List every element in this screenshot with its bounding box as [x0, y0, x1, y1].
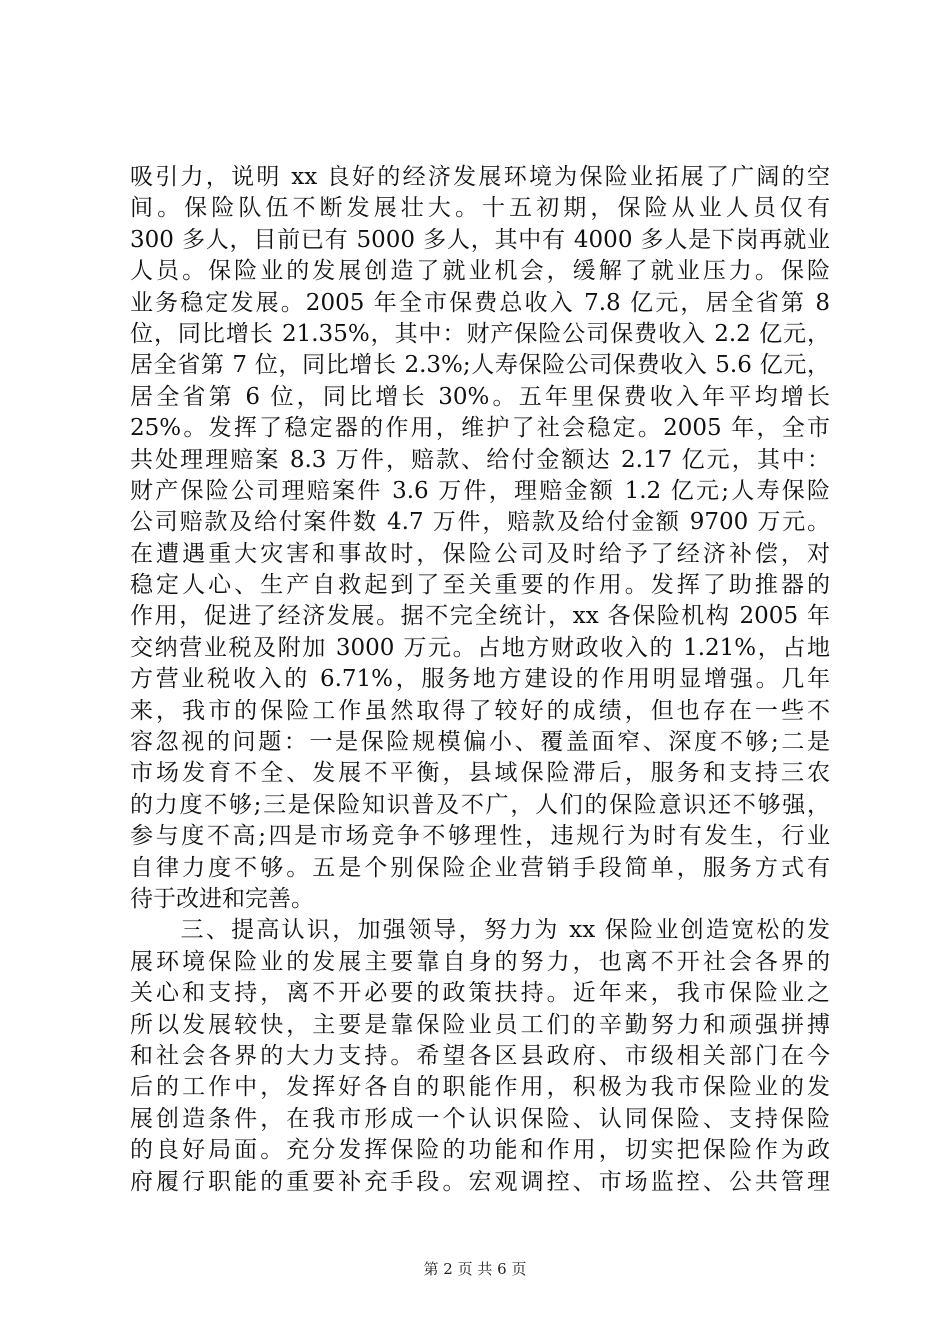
text-line: 的力度不够;三是保险知识普及不广，人们的保险意识还不够强， [130, 791, 830, 818]
text-line: 在遭遇重大灾害和事故时，保险公司及时给予了经济补偿，对 [130, 540, 830, 567]
page-footer: 第 2 页 共 6 页 [423, 1260, 527, 1278]
text-line: 来，我市的保险工作虽然取得了较好的成绩，但也存在一些不 [130, 697, 830, 724]
text-line: 财产保险公司理赔案件 3.6 万件，理赔金额 1.2 亿元;人寿保险 [130, 477, 830, 504]
text-line: 的良好局面。充分发挥保险的功能和作用，切实把保险作为政 [130, 1137, 830, 1164]
text-line: 三、提高认识，加强领导，努力为 xx 保险业创造宽松的发 [130, 917, 830, 944]
text-line: 和社会各界的大力支持。希望各区县政府、市级相关部门在今 [130, 1042, 830, 1069]
text-line: 人员。保险业的发展创造了就业机会，缓解了就业压力。保险 [130, 258, 830, 285]
body-text [130, 162, 830, 1198]
text-line: 共处理理赔案 8.3 万件，赔款、给付金额达 2.17 亿元，其中： [130, 446, 830, 473]
text-line: 交纳营业税及附加 3000 万元。占地方财政收入的 1.21%，占地 [130, 634, 830, 661]
text-line: 稳定人心、生产自救起到了至关重要的作用。发挥了助推器的 [130, 572, 830, 599]
text-line: 待于改进和完善。 [130, 885, 314, 912]
text-line: 居全省第 7 位，同比增长 2.3%;人寿保险公司保费收入 5.6 亿元， [130, 352, 830, 379]
text-line: 市场发育不全、发展不平衡，县域保险滞后，服务和支持三农 [130, 760, 830, 787]
text-line: 吸引力，说明 xx 良好的经济发展环境为保险业拓展了广阔的空 [130, 164, 830, 190]
text-line: 关心和支持，离不开必要的政策扶持。近年来，我市保险业之 [130, 980, 830, 1007]
text-line: 自律力度不够。五是个别保险企业营销手段简单，服务方式有 [130, 854, 830, 881]
text-line: 公司赔款及给付案件数 4.7 万件，赔款及给付金额 9700 万元。 [130, 509, 830, 536]
paragraph-1 [130, 162, 830, 915]
text-line: 后的工作中，发挥好各自的职能作用，积极为我市保险业的发 [130, 1074, 830, 1101]
text-line: 方营业税收入的 6.71%，服务地方建设的作用明显增强。几年 [130, 666, 830, 693]
text-line: 参与度不高;四是市场竞争不够理性，违规行为时有发生，行业 [130, 823, 830, 850]
text-line: 作用，促进了经济发展。据不完全统计，xx 各保险机构 2005 年 [130, 603, 830, 630]
text-line: 300 多人，目前已有 5000 多人，其中有 4000 多人是下岗再就业 [130, 226, 830, 253]
text-line: 居全省第 6 位，同比增长 30%。五年里保费收入年平均增长 [130, 383, 830, 410]
text-line: 展环境保险业的发展主要靠自身的努力，也离不开社会各界的 [130, 948, 830, 975]
text-line: 业务稳定发展。2005 年全市保费总收入 7.8 亿元，居全省第 8 [130, 289, 830, 316]
text-line: 容忽视的问题：一是保险规模偏小、覆盖面窄、深度不够;二是 [130, 729, 830, 756]
text-line: 25%。发挥了稳定器的作用，维护了社会稳定。2005 年，全市 [130, 415, 830, 442]
text-line: 所以发展较快，主要是靠保险业员工们的辛勤努力和顽强拼搏 [130, 1011, 830, 1038]
text-line: 府履行职能的重要补充手段。宏观调控、市场监控、公共管理 [130, 1168, 830, 1195]
text-line: 展创造条件，在我市形成一个认识保险、认同保险、支持保险 [130, 1105, 830, 1132]
text-line: 位，同比增长 21.35%，其中：财产保险公司保费收入 2.2 亿元， [130, 320, 830, 347]
paragraph-2 [130, 915, 830, 1198]
text-line: 间。保险队伍不断发展壮大。十五初期，保险从业人员仅有 [130, 195, 830, 222]
